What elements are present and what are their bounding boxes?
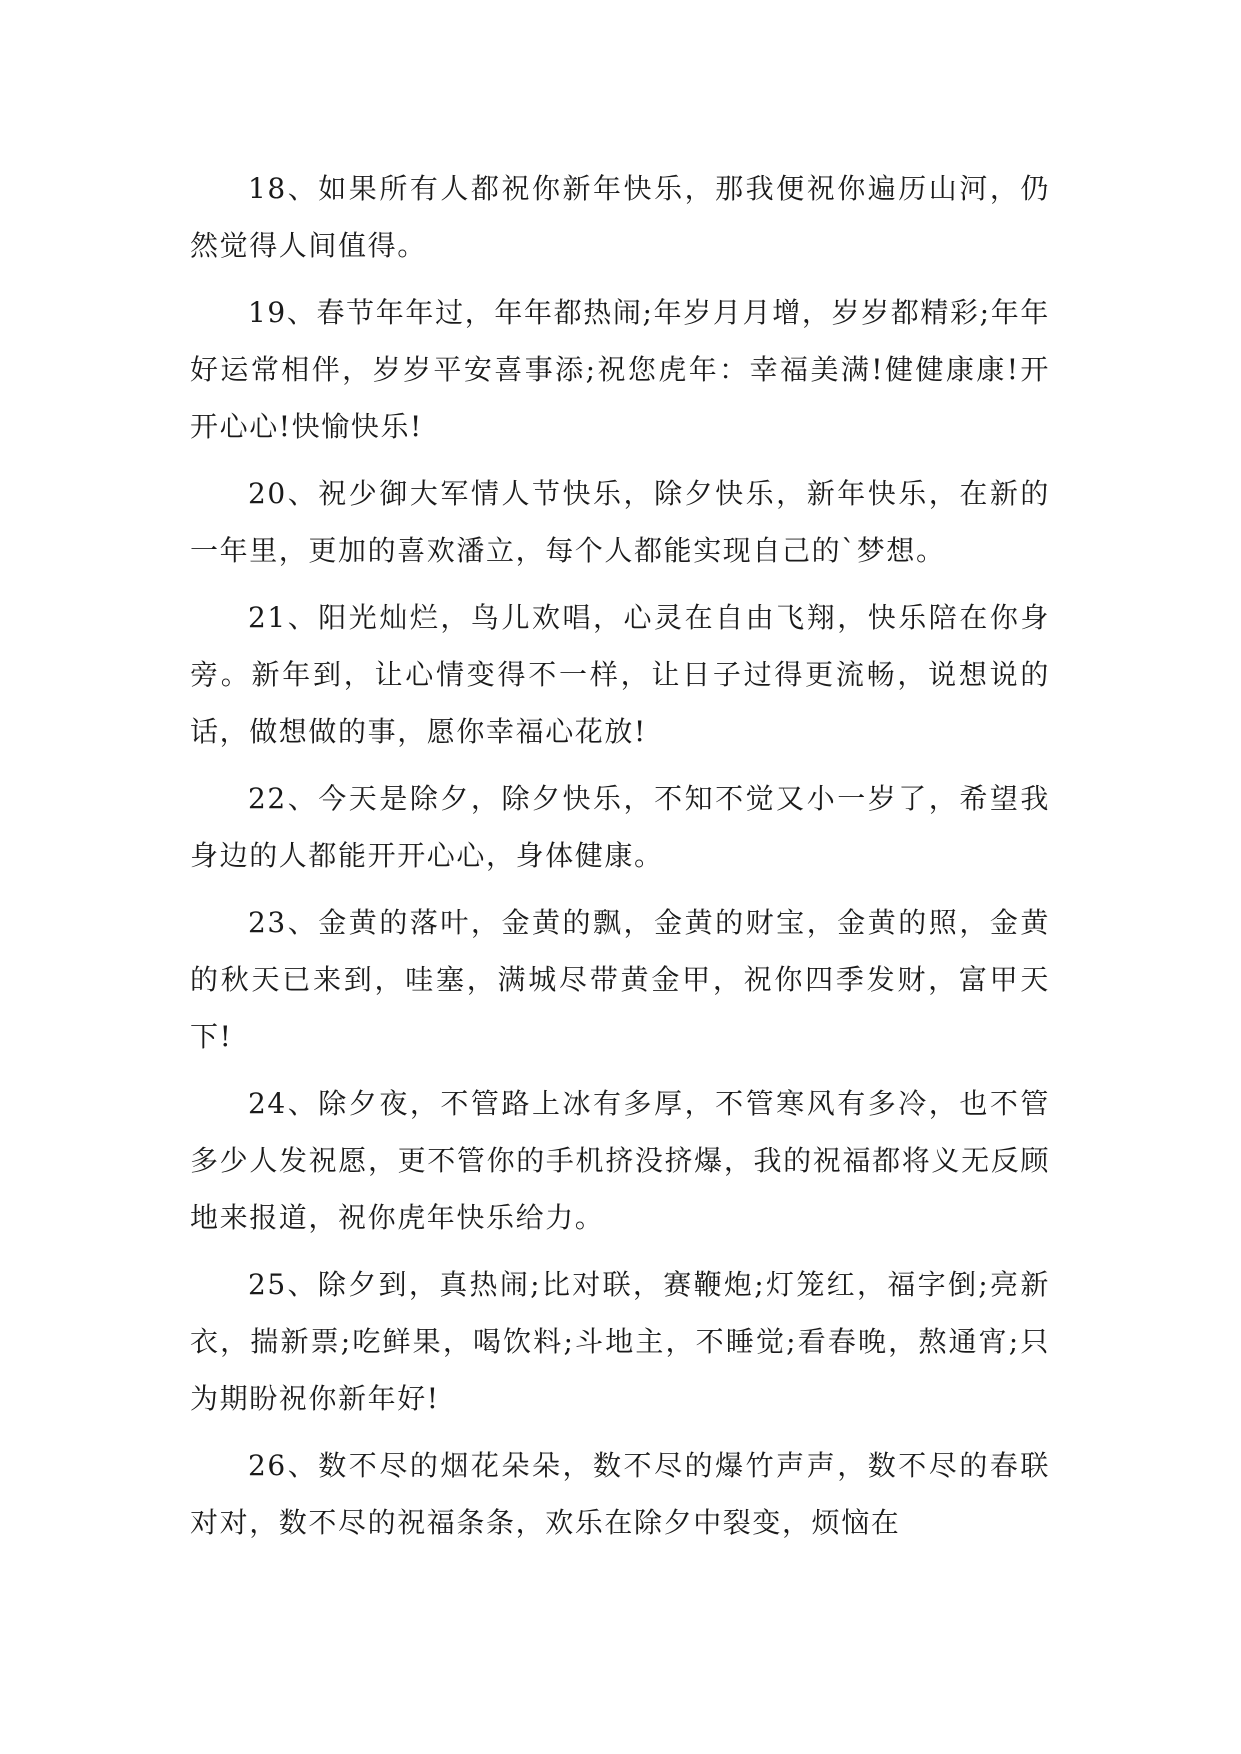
paragraph-23: 23、金黄的落叶，金黄的飘，金黄的财宝，金黄的照，金黄的秋天已来到，哇塞，满城尽带黄金甲，祝你四季发财，富甲天下! — [190, 906, 1050, 1053]
paragraph-18: 18、如果所有人都祝你新年快乐，那我便祝你遍历山河，仍然觉得人间值得。 — [190, 172, 1050, 262]
paragraph-22: 22、今天是除夕，除夕快乐，不知不觉又小一岁了，希望我身边的人都能开开心心，身体健康。 — [190, 782, 1050, 872]
paragraph-24: 24、除夕夜，不管路上冰有多厚，不管寒风有多冷，也不管多少人发祝愿，更不管你的手机挤没挤爆，我的祝福都将义无反顾地来报道，祝你虎年快乐给力。 — [190, 1087, 1050, 1234]
paragraph-25: 25、除夕到，真热闹;比对联，赛鞭炮;灯笼红，福字倒;亮新衣，揣新票;吃鲜果，喝饮料;斗地主，不睡觉;看春晚，熬通宵;只为期盼祝你新年好! — [190, 1268, 1050, 1415]
paragraph-21: 21、阳光灿烂，鸟儿欢唱，心灵在自由飞翔，快乐陪在你身旁。新年到，让心情变得不一样，让日子过得更流畅，说想说的话，做想做的事，愿你幸福心花放! — [190, 601, 1050, 748]
paragraph-19: 19、春节年年过，年年都热闹;年岁月月增，岁岁都精彩;年年好运常相伴，岁岁平安喜事添;祝您虎年：幸福美满!健健康康!开开心心!快愉快乐! — [190, 296, 1050, 443]
document-body — [190, 160, 1050, 1561]
paragraph-26: 26、数不尽的烟花朵朵，数不尽的爆竹声声，数不尽的春联对对，数不尽的祝福条条，欢乐在除夕中裂变，烦恼在 — [190, 1449, 1050, 1539]
paragraph-20: 20、祝少御大军情人节快乐，除夕快乐，新年快乐，在新的一年里，更加的喜欢潘立，每个人都能实现自己的`梦想。 — [190, 477, 1050, 567]
